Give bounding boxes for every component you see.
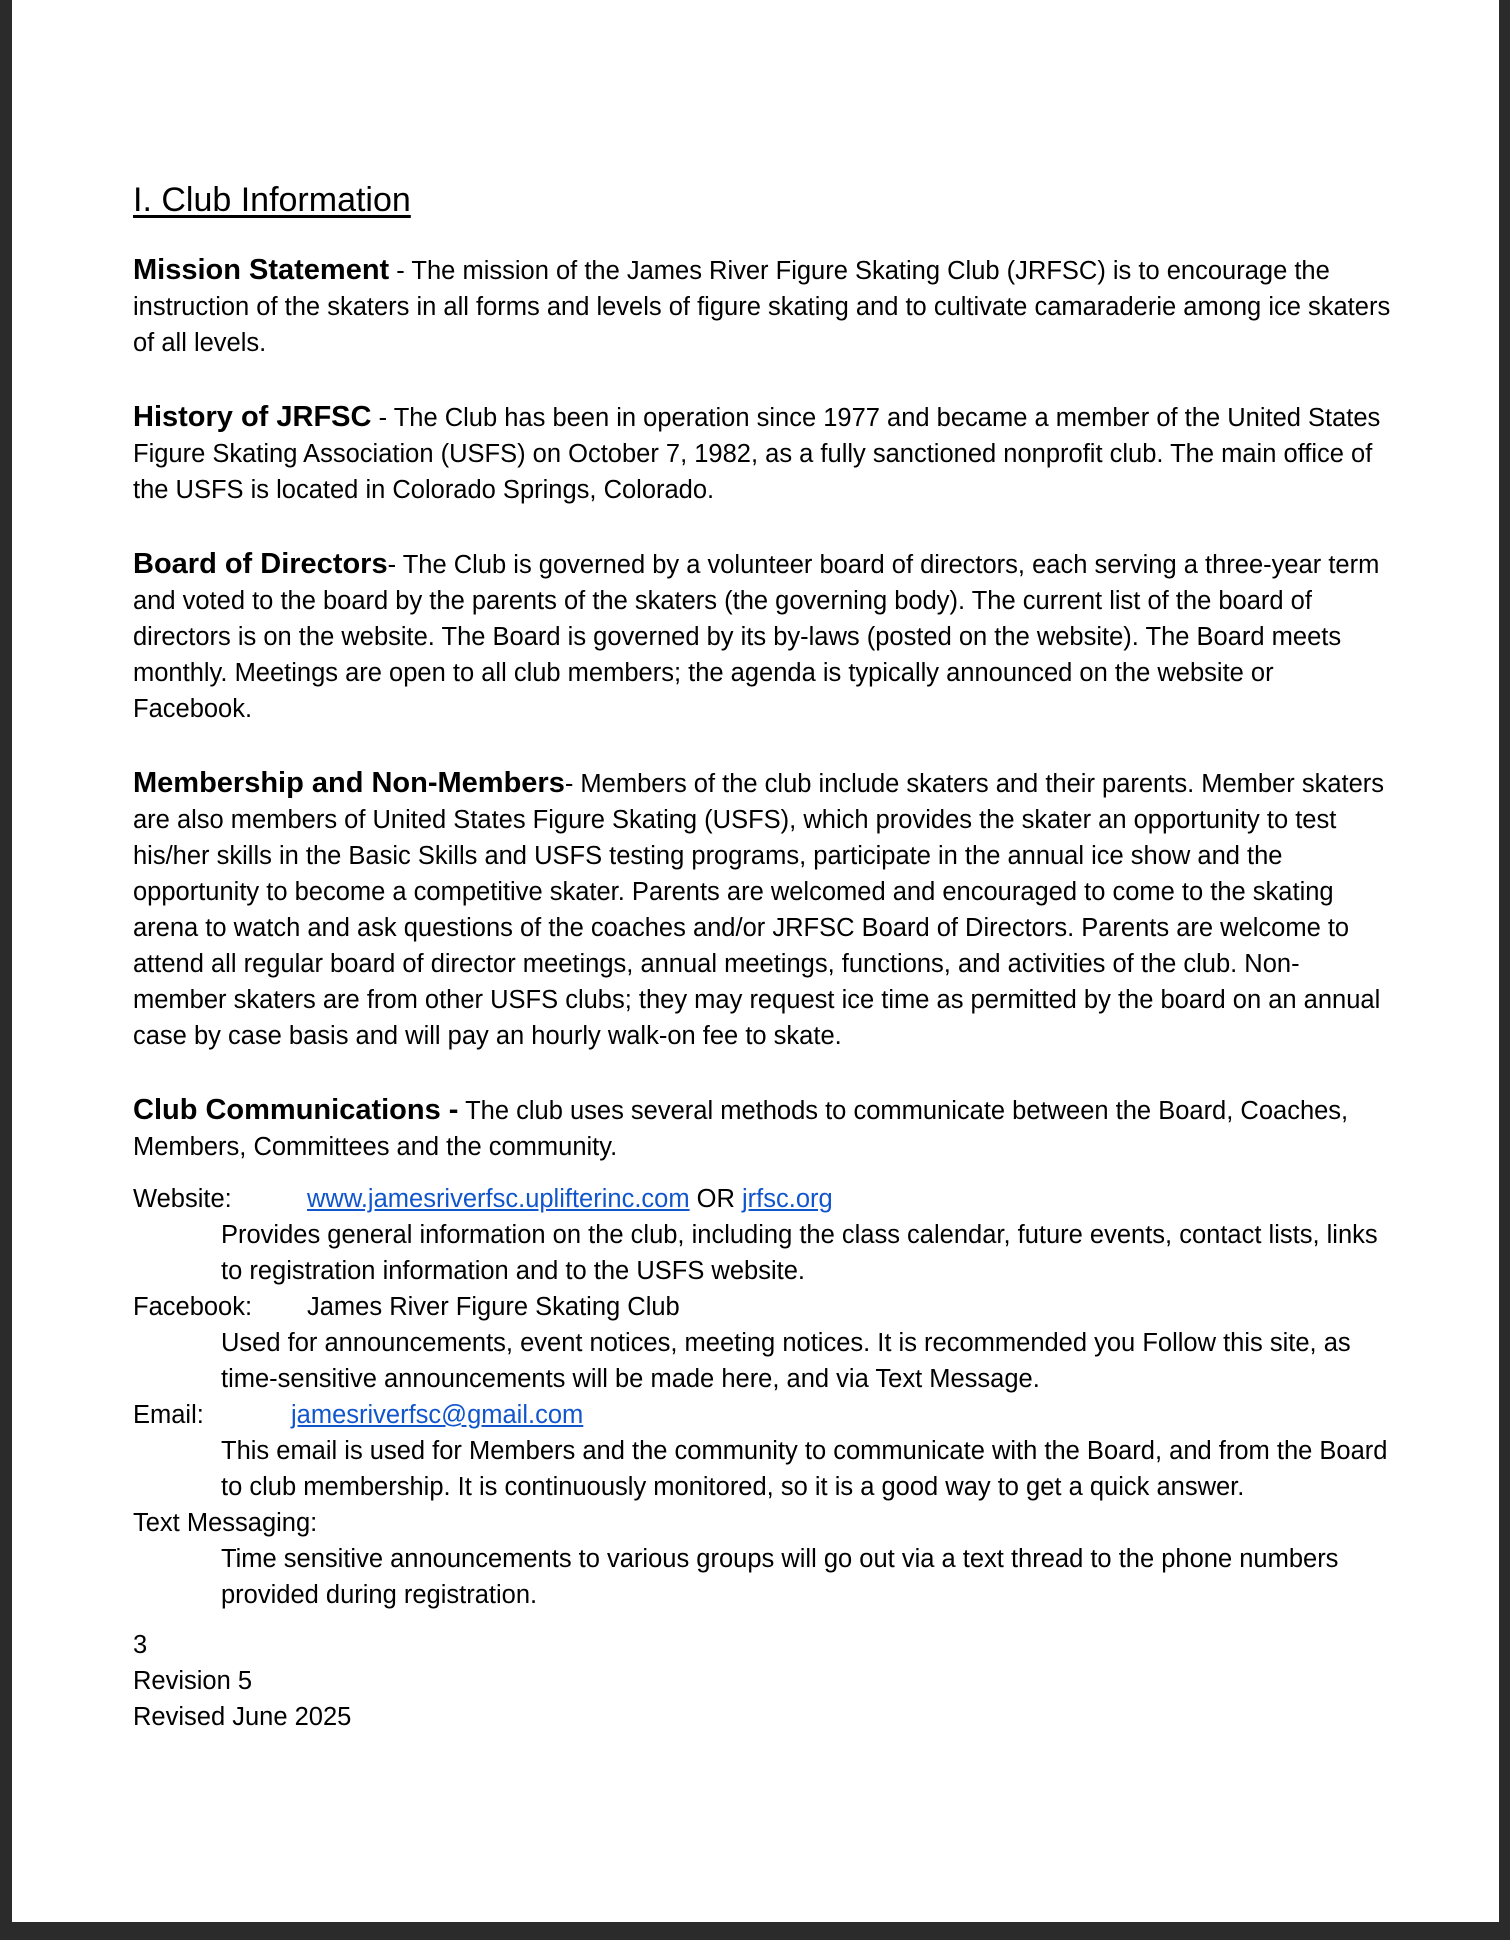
facebook-value: James River Figure Skating Club: [307, 1293, 680, 1321]
email-description: This email is used for Members and the community to communicate with the Board, and from the Board to club membership. It is continuously monitored, so it is a good way to get a quick answer.: [221, 1437, 1388, 1501]
communications-heading: Club Communications -: [133, 1094, 459, 1126]
email-row: [133, 1397, 1393, 1433]
membership-paragraph: [133, 765, 1393, 1054]
website-description: Provides general information on the club, including the class calendar, future events, contact lists, links to registration information and to the USFS website.: [221, 1221, 1378, 1285]
email-value: [291, 1397, 583, 1433]
website-label: Website:: [133, 1185, 232, 1213]
board-heading: Board of Directors: [133, 548, 388, 580]
history-paragraph: [133, 399, 1393, 508]
mission-separator: -: [389, 257, 412, 285]
history-heading: History of JRFSC: [133, 401, 372, 433]
website-link-jrfsc[interactable]: jrfsc.org: [742, 1185, 833, 1213]
mission-heading: Mission Statement: [133, 254, 390, 286]
website-or: OR: [689, 1185, 743, 1213]
revision-number: Revision 5: [133, 1667, 253, 1695]
board-paragraph: [133, 546, 1393, 727]
revised-date: Revised June 2025: [133, 1703, 352, 1731]
text-messaging-row: [133, 1505, 1393, 1541]
page-footer: [133, 1627, 1393, 1735]
membership-heading: Membership and Non-Members: [133, 767, 565, 799]
facebook-label: Facebook:: [133, 1293, 253, 1321]
communications-paragraph: [133, 1092, 1393, 1165]
website-row: [133, 1181, 1393, 1217]
website-value: [307, 1181, 833, 1217]
email-label: Email:: [133, 1401, 204, 1429]
history-separator: -: [371, 404, 394, 432]
email-link[interactable]: jamesriverfsc@gmail.com: [291, 1401, 584, 1429]
mission-paragraph: [133, 252, 1393, 361]
board-separator: -: [387, 551, 403, 579]
mission-text: The mission of the James River Figure Skating Club (JRFSC) is to encourage the instruction of the skaters in all forms and levels of figure skating and to cultivate camaraderie among ice skaters of all levels.: [133, 257, 1391, 357]
page-number: 3: [133, 1631, 148, 1659]
communications-text: The club uses several methods to communicate between the Board, Coaches, Members, Committees and the community.: [133, 1097, 1349, 1161]
board-text: The Club is governed by a volunteer board of directors, each serving a three-year term and voted to the board by the parents of the skaters (the governing body). The current list of the board of directors is on the website. The Board is governed by its by-laws (posted on the website). The Board meets monthly. Meetings are open to all club members; the agenda is typically announced on the website or Facebook.: [133, 551, 1380, 723]
membership-separator: -: [564, 770, 581, 798]
text-messaging-label: Text Messaging:: [133, 1509, 318, 1537]
section-title: I. Club Information: [133, 181, 411, 219]
page-content: [133, 178, 1393, 1735]
document-page: [12, 0, 1499, 1922]
text-messaging-description: Time sensitive announcements to various groups will go out via a text thread to the phone numbers provided during registration.: [221, 1545, 1339, 1609]
website-link-uplifter[interactable]: www.jamesriverfsc.uplifterinc.com: [307, 1185, 690, 1213]
facebook-description: Used for announcements, event notices, meeting notices. It is recommended you Follow this site, as time-sensitive announcements will be made here, and via Text Message.: [221, 1329, 1351, 1393]
membership-text: Members of the club include skaters and their parents. Member skaters are also members of United States Figure Skating (USFS), which provides the skater an opportunity to test his/her skills in the Basic Skills and USFS testing programs, participate in the annual ice show and the opportunity to become a competitive skater. Parents are welcomed and encouraged to come to the skating arena to watch and ask questions of the coaches and/or JRFSC Board of Directors. Parents are welcome to attend all regular board of director meetings, annual meetings, functions, and activities of the club. Non-member skaters are from other USFS clubs; they may request ice time as permitted by the board on an annual case by case basis and will pay an hourly walk-on fee to skate.: [133, 770, 1385, 1050]
communication-channels: [133, 1181, 1393, 1613]
history-text: The Club has been in operation since 1977 and became a member of the United States Figure Skating Association (USFS) on October 7, 1982, as a fully sanctioned nonprofit club. The main office of the USFS is located in Colorado Springs, Colorado.: [133, 404, 1381, 504]
facebook-row: [133, 1289, 1393, 1325]
